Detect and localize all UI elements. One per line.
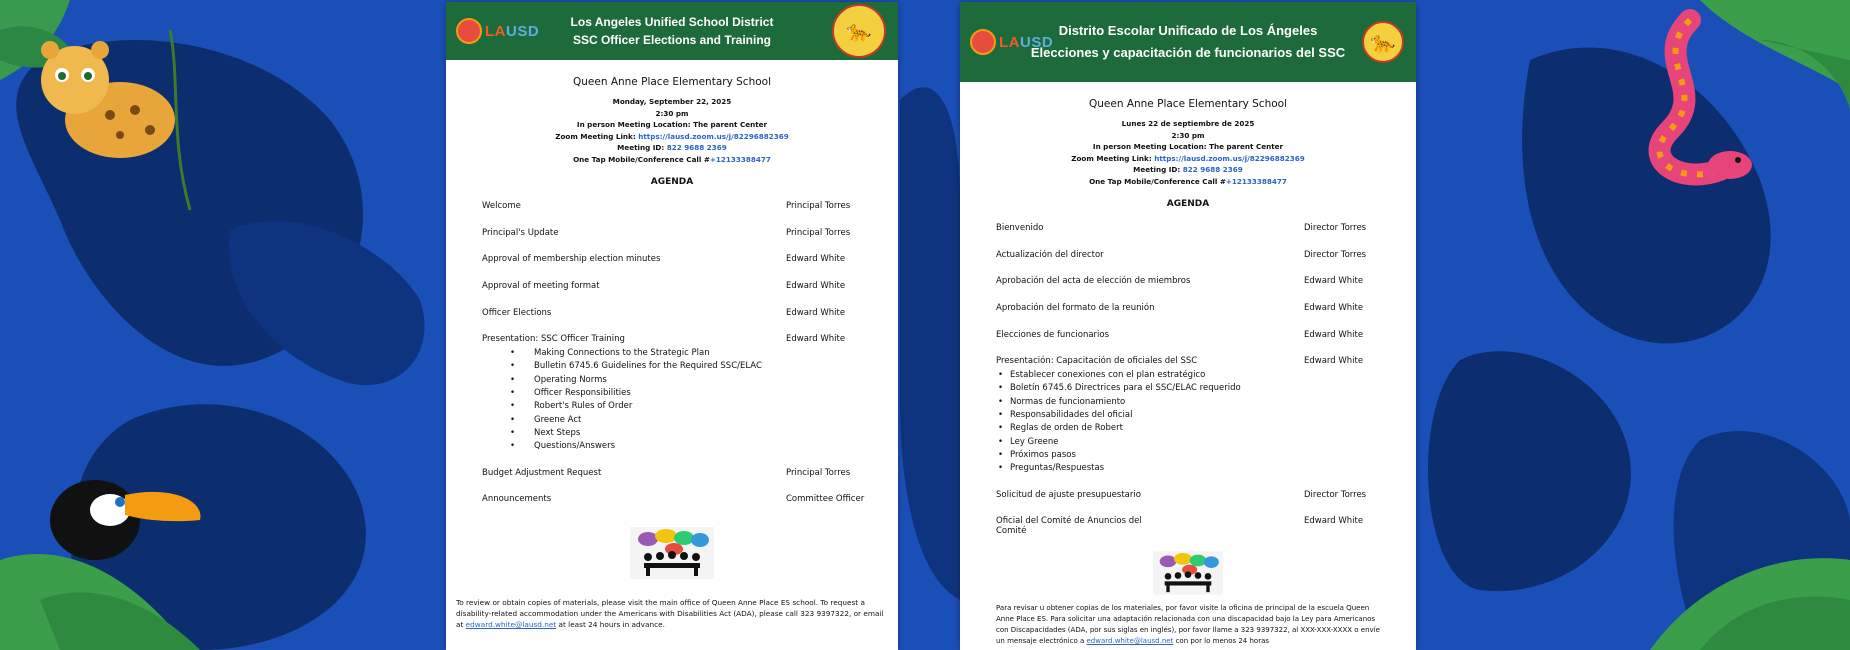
agenda-presenter: Principal Torres — [786, 467, 851, 478]
agenda-presenter: Edward White — [786, 334, 846, 345]
agenda-item: Approval of membership election minutes — [482, 254, 661, 265]
agenda-item: Approval of meeting format — [482, 281, 600, 292]
lausd-seal-icon — [456, 18, 482, 44]
flyer-english — [446, 2, 898, 650]
agenda-row — [996, 223, 1388, 250]
logo-letters: LA — [999, 33, 1020, 51]
meeting-details — [960, 118, 1416, 187]
list-item: • Officer Responsibilities — [482, 387, 870, 400]
agenda-row — [996, 303, 1388, 330]
agenda-presenter: Edward White — [786, 307, 846, 318]
agenda-row — [482, 468, 870, 495]
footer-text: To review or obtain copies of materials, please visit the main office of Queen Anne Place ES school. To request a disability-related accommodation under the Americans with Disabilities Act (ADA), please call 323 9397322, or email at — [456, 597, 884, 629]
agenda-presenter: Edward White — [786, 281, 846, 292]
agenda-item: Announcements — [482, 494, 552, 505]
meeting-id: 822 9688 2369 — [666, 143, 727, 152]
list-item: • Questions/Answers — [482, 440, 870, 453]
lausd-logo — [456, 18, 539, 44]
footer-text-end: at least 24 hours in advance. — [558, 619, 665, 629]
agenda-row — [996, 276, 1388, 303]
agenda-item: Budget Adjustment Request — [482, 467, 602, 478]
meeting-location: In person Meeting Location: The parent Center — [576, 120, 768, 129]
list-item: • Boletín 6745.6 Directrices para el SSC/ELAC requerido — [996, 382, 1388, 395]
one-tap-number[interactable]: +12133388477 — [1225, 176, 1287, 186]
agenda-presenter: Principal Torres — [786, 227, 851, 238]
meeting-date: Lunes 22 de septiembre de 2025 — [1121, 119, 1255, 128]
list-item: • Greene Act — [482, 414, 870, 427]
agenda-item: Presentation: SSC Officer Training — [482, 334, 625, 345]
agenda-item: Principal's Update — [482, 227, 559, 238]
zoom-label: Zoom Meeting Link: — [1071, 153, 1152, 163]
list-item: • Establecer conexiones con el plan estratégico — [996, 369, 1388, 382]
school-name: Queen Anne Place Elementary School — [1088, 98, 1287, 110]
agenda-presenter: Edward White — [786, 254, 846, 265]
contact-email-link[interactable]: edward.white@lausd.net — [1086, 636, 1174, 645]
agenda-title: AGENDA — [650, 177, 694, 187]
agenda-presenter: Director Torres — [1304, 249, 1367, 260]
agenda-list — [482, 201, 870, 521]
agenda-presenter: Edward White — [1304, 356, 1364, 367]
agenda-item: Officer Elections — [482, 307, 552, 318]
event-title: Elecciones y capacitación de funcionarios del SSC — [1030, 45, 1346, 60]
accessibility-note — [456, 597, 890, 630]
list-item: • Bulletin 6745.6 Guidelines for the Required SSC/ELAC — [482, 360, 870, 373]
agenda-item: Actualización del director — [996, 249, 1104, 260]
agenda-list — [996, 223, 1388, 543]
agenda-item: Bienvenido — [996, 223, 1044, 233]
district-name: Distrito Escolar Unificado de Los Ángeles — [1058, 23, 1318, 38]
meeting-date: Monday, September 22, 2025 — [612, 97, 732, 106]
meeting-illustration — [630, 527, 714, 579]
meeting-time: 2:30 pm — [1171, 130, 1205, 140]
list-item: • Robert's Rules of Order — [482, 400, 870, 413]
agenda-presenter: Edward White — [1304, 329, 1364, 340]
agenda-row — [482, 201, 870, 228]
agenda-item: Oficial del Comité de Anuncios del Comité — [996, 516, 1142, 537]
agenda-title: AGENDA — [1166, 199, 1210, 209]
logo-letters: LA — [485, 22, 506, 40]
meeting-id: 822 9688 2369 — [1182, 165, 1243, 174]
one-tap-number[interactable]: +12133388477 — [709, 154, 771, 164]
school-mascot-icon: 🐆 — [832, 4, 886, 58]
agenda-row — [482, 308, 870, 335]
agenda-row — [996, 490, 1388, 517]
agenda-presenter: Principal Torres — [786, 201, 851, 211]
contact-email-link[interactable]: edward.white@lausd.net — [465, 619, 557, 629]
agenda-row — [996, 516, 1388, 543]
list-item: • Próximos pasos — [996, 449, 1388, 462]
list-item: • Preguntas/Respuestas — [996, 462, 1388, 475]
district-name: Los Angeles Unified School District — [570, 15, 774, 29]
header-banner — [446, 2, 898, 60]
agenda-presenter: Edward White — [1304, 276, 1364, 287]
agenda-row — [996, 250, 1388, 277]
agenda-item: Solicitud de ajuste presupuestario — [996, 489, 1141, 500]
logo-usd: USD — [506, 22, 540, 40]
agenda-presenter: Committee Officer — [786, 494, 865, 505]
flyer-spanish — [960, 2, 1416, 650]
meeting-id-label: Meeting ID: — [617, 143, 665, 152]
list-item: • Normas de funcionamiento — [996, 396, 1388, 409]
agenda-presenter: Director Torres — [1304, 223, 1367, 233]
zoom-link[interactable]: https://lausd.zoom.us/j/82296882369 — [638, 131, 789, 141]
agenda-item: Presentación: Capacitación de oficiales del SSC — [996, 356, 1198, 367]
agenda-presenter: Edward White — [1304, 303, 1364, 314]
agenda-row — [482, 281, 870, 308]
list-item: • Operating Norms — [482, 374, 870, 387]
lausd-seal-icon — [970, 29, 996, 55]
list-item: • Making Connections to the Strategic Plan — [482, 347, 870, 360]
list-item: • Next Steps — [482, 427, 870, 440]
meeting-id-label: Meeting ID: — [1133, 165, 1181, 174]
one-tap-label: One Tap Mobile/Conference Call # — [573, 154, 710, 164]
agenda-item: Elecciones de funcionarios — [996, 329, 1110, 340]
agenda-item: Aprobación del acta de elección de miembros — [996, 276, 1191, 287]
zoom-link[interactable]: https://lausd.zoom.us/j/82296882369 — [1154, 153, 1305, 163]
agenda-item: Aprobación del formato de la reunión — [996, 303, 1155, 314]
agenda-item: Welcome — [482, 201, 521, 211]
agenda-row — [482, 254, 870, 281]
agenda-row — [482, 494, 870, 521]
agenda-row — [482, 228, 870, 255]
logo-usd: USD — [1020, 33, 1054, 51]
school-mascot-icon: 🐆 — [1362, 21, 1404, 63]
zoom-label: Zoom Meeting Link: — [555, 131, 636, 141]
meeting-time: 2:30 pm — [655, 108, 689, 118]
meeting-illustration — [1153, 551, 1223, 595]
agenda-presenter: Director Torres — [1304, 489, 1367, 500]
meeting-details — [446, 96, 898, 165]
training-topics — [996, 369, 1388, 475]
list-item: • Reglas de orden de Robert — [996, 422, 1388, 435]
agenda-row — [996, 330, 1388, 357]
training-topics — [482, 347, 870, 453]
agenda-presenter: Edward White — [1304, 516, 1364, 527]
school-name: Queen Anne Place Elementary School — [572, 76, 771, 88]
event-title: SSC Officer Elections and Training — [572, 33, 772, 47]
header-banner — [960, 2, 1416, 82]
meeting-location: In person Meeting Location: The parent Center — [1092, 142, 1284, 151]
list-item: • Responsabilidades del oficial — [996, 409, 1388, 422]
one-tap-label: One Tap Mobile/Conference Call # — [1089, 176, 1226, 186]
list-item: • Ley Greene — [996, 436, 1388, 449]
lausd-logo — [970, 29, 1053, 55]
footer-text-end: con por lo menos 24 horas — [1175, 636, 1270, 645]
accessibility-note — [996, 603, 1386, 647]
footer-text: Para revisar u obtener copias de los materiales, por favor visite la oficina de principal de la escuela Queen Anne Place ES. Para solicitar una adaptación relacionada con una discapacidad bajo la Ley para Americanos con Discapacidades (ADA, por sus siglas en inglés), por favor llame a 323 9397322, al XXX-XXX-XXXX o envíe un mensaje electrónico a — [996, 603, 1380, 645]
